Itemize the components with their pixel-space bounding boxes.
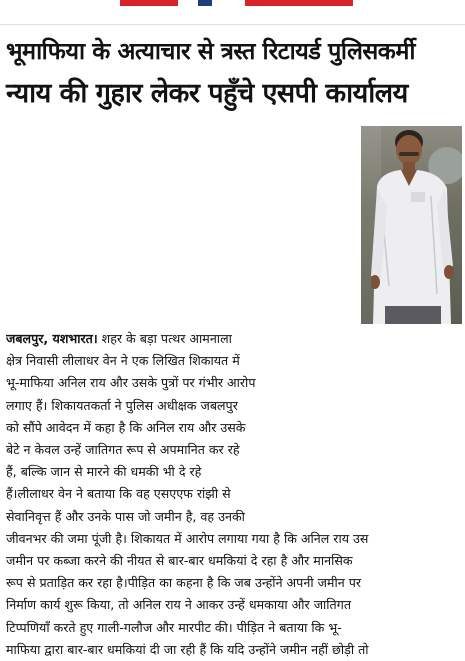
headline-line-2: न्याय की गुहार लेकर पहुँचे एसपी कार्यालय [6, 78, 408, 109]
body-line: को सौंपे आवेदन में कहा है कि अनिल राय और उसके [6, 419, 246, 435]
dateline: जबलपुर, यशभारत। [6, 331, 98, 346]
masthead-red-bar [120, 0, 178, 6]
body-line: क्षेत्र निवासी लीलाधर वेन ने एक लिखित शिकायत में [6, 353, 240, 369]
body-line: भू-माफिया अनिल राय और उसके पुत्रों पर गंभीर आरोप [6, 375, 256, 391]
divider [0, 24, 465, 25]
masthead-red-bar [245, 0, 353, 6]
body-line: हैं, बल्कि जान से मारने की धमकी भी दे रहे [6, 464, 202, 480]
masthead-blue-bar [198, 0, 212, 6]
body-line: टिप्पणियाँ करते हुए गाली-गलौज और मारपीट की। पीड़ित ने बताया कि भू- [6, 619, 342, 635]
body-line: माफिया द्वारा बार-बार धमकियां दी जा रही हैं कि यदि उन्होंने जमीन नहीं छोड़ी तो [6, 641, 369, 657]
masthead-fragment [0, 0, 465, 24]
body-line: बेटे न केवल उन्हें जातिगत रूप से अपमानित कर रहे [6, 442, 240, 458]
headline-line-1: भूमाफिया के अत्याचार से त्रस्त रिटायर्ड पुलिसकर्मी [6, 37, 415, 65]
body-line: शहर के बड़ा पत्थर आमनाला [97, 331, 232, 346]
person-photo [361, 126, 462, 324]
headline [6, 30, 461, 116]
body-line: रूप से प्रताड़ित कर रहा है।पीड़ित का कहना है कि जब उन्होंने अपनी जमीन पर [6, 575, 362, 591]
body-line: हैं।लीलाधर वेन ने बताया कि वह एसएएफ रांझी से [6, 486, 231, 502]
body-line: निर्माण कार्य शुरू किया, तो अनिल राय ने आकर उन्हें धमकाया और जातिगत [6, 597, 352, 613]
body-line: जीवनभर की जमा पूंजी है। शिकायत में आरोप लगाया गया है कि अनिल राय उस [6, 530, 369, 546]
body-line: जमीन पर कब्जा करने की नीयत से बार-बार धमकियां दे रहा है और मानसिक [6, 553, 353, 569]
person-icon [371, 126, 461, 324]
body-line: लगाए हैं। शिकायतकर्ता ने पुलिस अधीक्षक जबलपुर [6, 397, 238, 413]
body-line: सेवानिवृत्त हैं और उनके पास जो जमीन है, वह उनकी [6, 508, 245, 524]
article-body [6, 124, 458, 661]
